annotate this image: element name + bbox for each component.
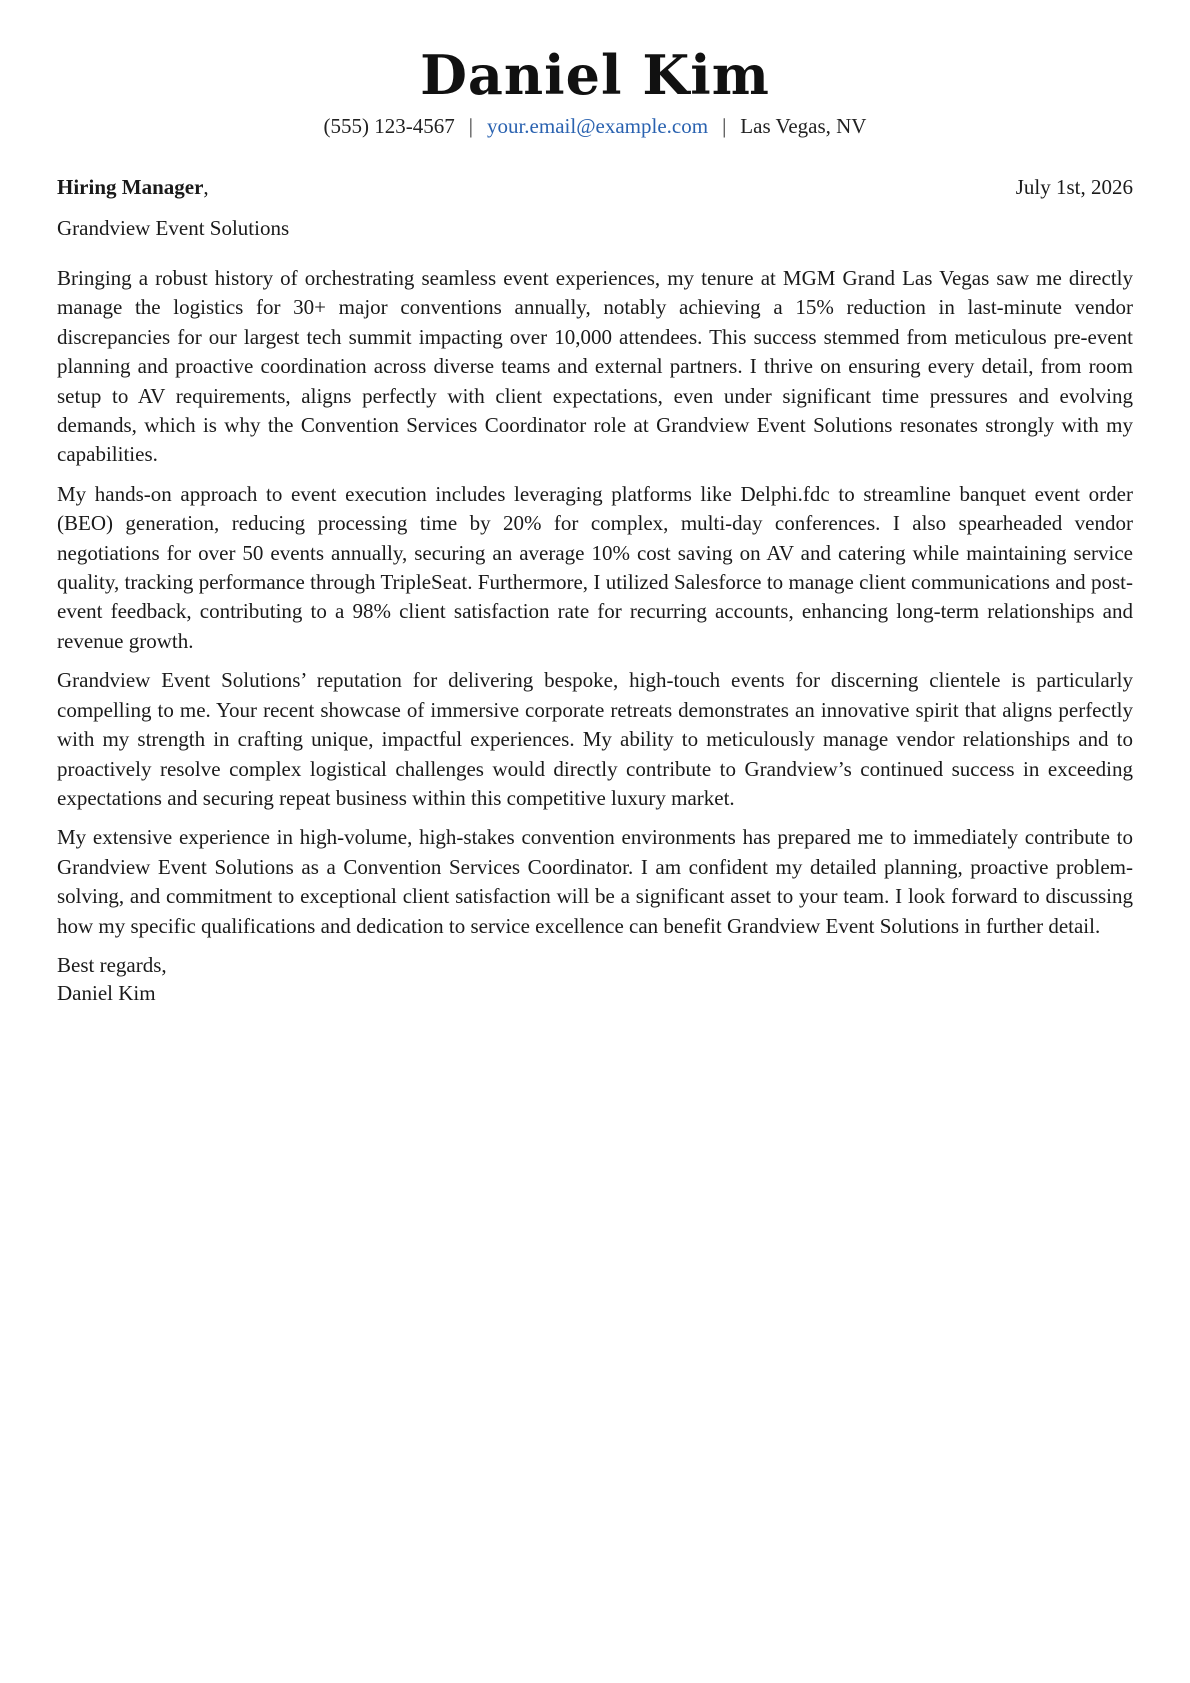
contact-line xyxy=(57,112,1133,140)
applicant-name: Daniel Kim xyxy=(420,43,770,107)
letter-closing xyxy=(57,951,1133,1007)
body-paragraph: Grandview Event Solutions’ reputation for delivering bespoke, high-touch events for discerning clientele is particularly compelling to me. Your recent showcase of immersive corporate retreats demonstrates an innovative spirit that aligns perfectly with my strength in crafting unique, impactful experiences. My ability to meticulously manage vendor relationships and to proactively resolve complex logistical challenges would directly contribute to Grandview’s continued success in exceeding expectations and securing repeat business within this competitive luxury market. xyxy=(57,668,1133,810)
salutation xyxy=(57,173,209,201)
contact-separator: | xyxy=(722,114,727,138)
letter-body xyxy=(57,264,1133,941)
body-paragraph: My extensive experience in high-volume, high-stakes convention environments has prepared me to immediately contribute to Grandview Event Solutions as a Convention Services Coordinator. I am confident my detailed planning, proactive problem-solving, and commitment to exceptional client satisfaction will be a significant asset to your team. I look forward to discussing how my specific qualifications and dedication to service excellence can benefit Grandview Event Solutions in further detail. xyxy=(57,825,1133,938)
recipient-title: Hiring Manager xyxy=(57,175,204,199)
signature-name: Daniel Kim xyxy=(57,980,156,1005)
recipient-company: Grandview Event Solutions xyxy=(57,216,290,240)
letter-date: July 1st, 2026 xyxy=(1015,175,1133,199)
email-link[interactable]: your.email@example.com xyxy=(486,114,709,138)
contact-separator: | xyxy=(468,114,473,138)
phone-number: (555) 123-4567 xyxy=(323,114,455,138)
location: Las Vegas, NV xyxy=(740,114,867,138)
sign-off: Best regards, xyxy=(57,952,167,977)
body-paragraph: My hands-on approach to event execution includes leveraging platforms like Delphi.fdc to streamline banquet event order (BEO) generation, reducing processing time by 20% for complex, multi-day conferences. I also spearheaded vendor negotiations for over 50 events annually, securing an average 10% cost saving on AV and catering while maintaining service quality, tracking performance through TripleSeat. Furthermore, I utilized Salesforce to manage client communications and post-event feedback, contributing to a 98% client satisfaction rate for recurring accounts, enhancing long-term relationships and revenue growth. xyxy=(57,481,1133,653)
recipient-date-row xyxy=(57,173,1133,201)
salutation-punctuation: , xyxy=(203,175,209,199)
body-paragraph: Bringing a robust history of orchestrating seamless event experiences, my tenure at MGM Grand Las Vegas saw me directly manage the logistics for 30+ major conventions annually, notably achieving a 15% reduction in last-minute vendor discrepancies for our largest tech summit impacting over 10,000 attendees. This success stemmed from meticulous pre-event planning and proactive coordination across diverse teams and external partners. I thrive on ensuring every detail, from room setup to AV requirements, aligns perfectly with client expectations, even under significant time pressures and evolving demands, which is why the Convention Services Coordinator role at Grandview Event Solutions resonates strongly with my capabilities. xyxy=(57,266,1133,467)
